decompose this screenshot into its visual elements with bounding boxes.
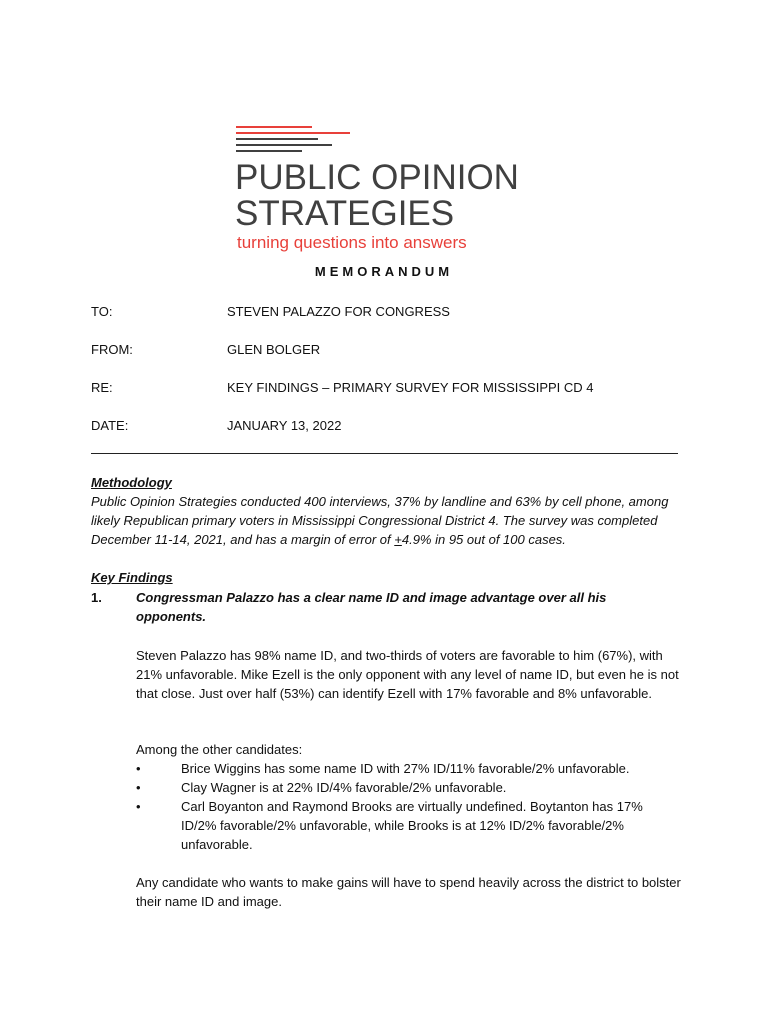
- bullet-symbol: •: [136, 799, 141, 814]
- header-divider: [91, 453, 678, 454]
- company-logo: [235, 124, 519, 256]
- logo-stripe: [236, 150, 302, 152]
- to-value: STEVEN PALAZZO FOR CONGRESS: [227, 304, 450, 319]
- methodology-heading: Methodology: [91, 475, 172, 490]
- logo-tagline: turning questions into answers: [237, 233, 467, 252]
- logo-stripe: [236, 132, 350, 134]
- bullet-symbol: •: [136, 761, 141, 776]
- logo-name-line1: PUBLIC OPINION: [235, 158, 519, 197]
- memo-title: MEMORANDUM: [314, 264, 454, 279]
- logo-stripe: [236, 144, 332, 146]
- logo-stripe: [236, 126, 312, 128]
- from-label: FROM:: [91, 342, 133, 357]
- date-label: DATE:: [91, 418, 129, 433]
- finding-heading: Congressman Palazzo has a clear name ID and image advantage over all his opponents.: [136, 590, 607, 624]
- re-value: KEY FINDINGS – PRIMARY SURVEY FOR MISSISSIPPI CD 4: [227, 380, 594, 395]
- bullet-item: Brice Wiggins has some name ID with 27% ID/11% favorable/2% unfavorable.: [181, 761, 630, 776]
- date-value: JANUARY 13, 2022: [227, 418, 342, 433]
- methodology-text-part2: 4.9% in 95 out of 100 cases.: [401, 532, 566, 547]
- finding-paragraph-2: Among the other candidates:: [136, 742, 303, 757]
- methodology-text-part1: Public Opinion Strategies conducted 400 interviews, 37% by landline and 63% by cell phone, among likely Republican primary voters in Mississippi Congressional District 4. The survey was completed December 11-14, 2021, and has a margin of error of: [91, 494, 669, 547]
- bullet-item: Clay Wagner is at 22% ID/4% favorable/2% unfavorable.: [181, 780, 507, 795]
- from-value: GLEN BOLGER: [227, 342, 321, 357]
- finding-paragraph-1: Steven Palazzo has 98% name ID, and two-thirds of voters are favorable to him (67%), with 21% unfavorable. Mike Ezell is the only opponent with any level of name ID, but even he is not that close. Just over half (53%) can identify Ezell with 17% favorable and 8% unfavorable.: [136, 648, 679, 701]
- key-findings-heading: Key Findings: [91, 570, 173, 585]
- logo-name-line2: STRATEGIES: [235, 194, 455, 233]
- to-label: TO:: [91, 304, 113, 319]
- finding-paragraph-3: Any candidate who wants to make gains will have to spend heavily across the district to bolster their name ID and image.: [136, 875, 681, 909]
- logo-stripe: [236, 138, 318, 140]
- bullet-item: Carl Boyanton and Raymond Brooks are virtually undefined. Boytanton has 17% ID/2% favorable/2% unfavorable, while Brooks is at 12% ID/2% favorable/2% unfavorable.: [181, 799, 643, 852]
- logo-stripes: [236, 124, 356, 158]
- plus-minus-symbol: +: [394, 532, 402, 547]
- bullet-symbol: •: [136, 780, 141, 795]
- re-label: RE:: [91, 380, 113, 395]
- finding-number: 1.: [91, 590, 102, 605]
- methodology-text: [91, 492, 681, 549]
